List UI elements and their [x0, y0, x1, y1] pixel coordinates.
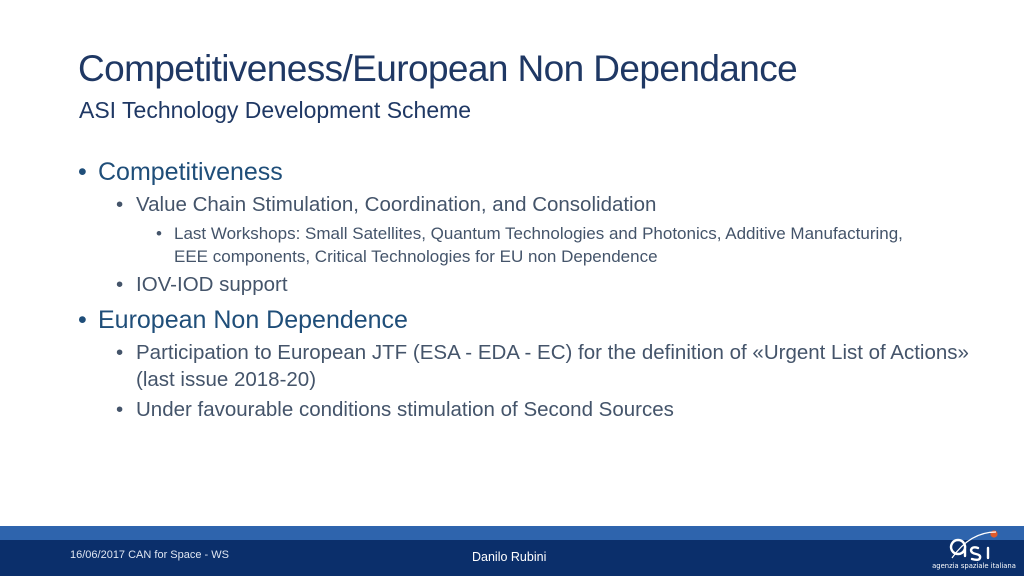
bullet-text: Under favourable conditions stimulation of Second Sources — [136, 398, 674, 421]
bullet-text: European Non Dependence — [98, 306, 408, 334]
bullet-text: Participation to European JTF (ESA - EDA - EC) for the definition of «Urgent List of Actions» (last issue 2018-20) — [136, 341, 969, 391]
bullet-dot: • — [116, 273, 124, 296]
slide-subtitle: ASI Technology Development Scheme — [79, 97, 472, 123]
slide-title: Competitiveness/European Non Dependance — [78, 48, 798, 89]
bullet-second-sources — [116, 396, 978, 423]
bullet-dot: • — [116, 398, 124, 421]
footer-date-event: 16/06/2017 CAN for Space - WS — [70, 549, 229, 561]
bullet-dot: • — [78, 306, 87, 334]
bullet-text: IOV-IOD support — [136, 273, 288, 296]
bullet-iov-iod — [116, 271, 978, 298]
bullet-workshops — [156, 222, 916, 268]
bullet-dot: • — [116, 341, 124, 364]
bullet-value-chain — [116, 191, 978, 218]
asi-logo — [932, 524, 1016, 576]
logo-caption: agenzia spaziale italiana — [932, 562, 1016, 570]
bullet-competitiveness — [78, 156, 978, 188]
bullet-dot: • — [78, 158, 87, 186]
footer-author: Danilo Rubini — [472, 550, 547, 564]
bullet-dot: • — [116, 193, 124, 216]
slide-content — [78, 156, 978, 423]
footer-accent-strip — [0, 526, 1024, 540]
bullet-text: Value Chain Stimulation, Coordination, and Consolidation — [136, 193, 657, 216]
bullet-text: Competitiveness — [98, 158, 283, 186]
bullet-dot: • — [156, 224, 162, 243]
bullet-non-dependence — [78, 304, 978, 336]
bullet-text: Last Workshops: Small Satellites, Quantum Technologies and Photonics, Additive Manufacturing, EEE components, Critical Technologies for EU non Dependence — [174, 224, 903, 266]
bullet-jtf — [116, 339, 978, 393]
